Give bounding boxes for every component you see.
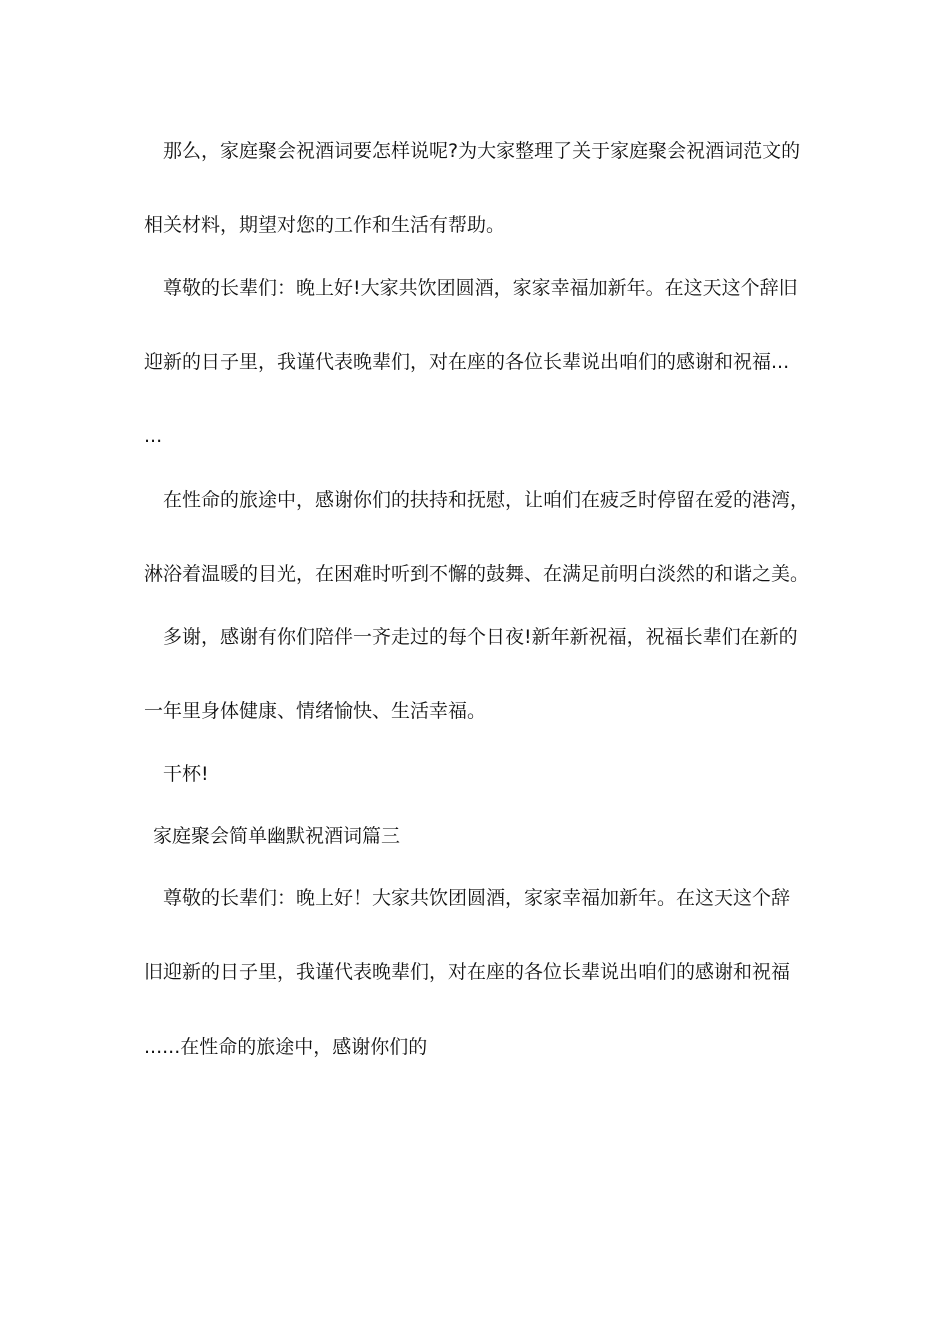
paragraph-line: 一年里身体健康、情绪愉快、生活幸福。 xyxy=(144,700,487,722)
paragraph-line: 旧迎新的日子里，我谨代表晚辈们，对在座的各位长辈说出咱们的感谢和祝福 xyxy=(144,961,791,983)
paragraph-line: 在性命的旅途中，感谢你们的扶持和抚慰，让咱们在疲乏时停留在爱的港湾， xyxy=(163,489,810,511)
paragraph-line: 多谢，感谢有你们陪伴一齐走过的每个日夜!新年新祝福，祝福长辈们在新的 xyxy=(163,626,798,648)
section-heading: 家庭聚会简单幽默祝酒词篇三 xyxy=(153,825,401,847)
paragraph-line: 干杯! xyxy=(163,763,209,785)
paragraph-line: 尊敬的长辈们：晚上好!大家共饮团圆酒，家家幸福加新年。在这天这个辞旧 xyxy=(163,277,798,299)
paragraph-line: 那么，家庭聚会祝酒词要怎样说呢?为大家整理了关于家庭聚会祝酒词范文的 xyxy=(163,140,801,162)
paragraph-line: 尊敬的长辈们：晚上好！大家共饮团圆酒，家家幸福加新年。在这天这个辞 xyxy=(163,887,791,909)
paragraph-line: ......在性命的旅途中，感谢你们的 xyxy=(144,1036,428,1058)
paragraph-line: 淋浴着温暖的目光，在困难时听到不懈的鼓舞、在满足前明白淡然的和谐之美。 xyxy=(144,563,810,585)
paragraph-line: 迎新的日子里，我谨代表晚辈们，对在座的各位长辈说出咱们的感谢和祝福... xyxy=(144,351,790,373)
paragraph-line: ... xyxy=(144,425,163,447)
paragraph-line: 相关材料，期望对您的工作和生活有帮助。 xyxy=(144,214,506,236)
